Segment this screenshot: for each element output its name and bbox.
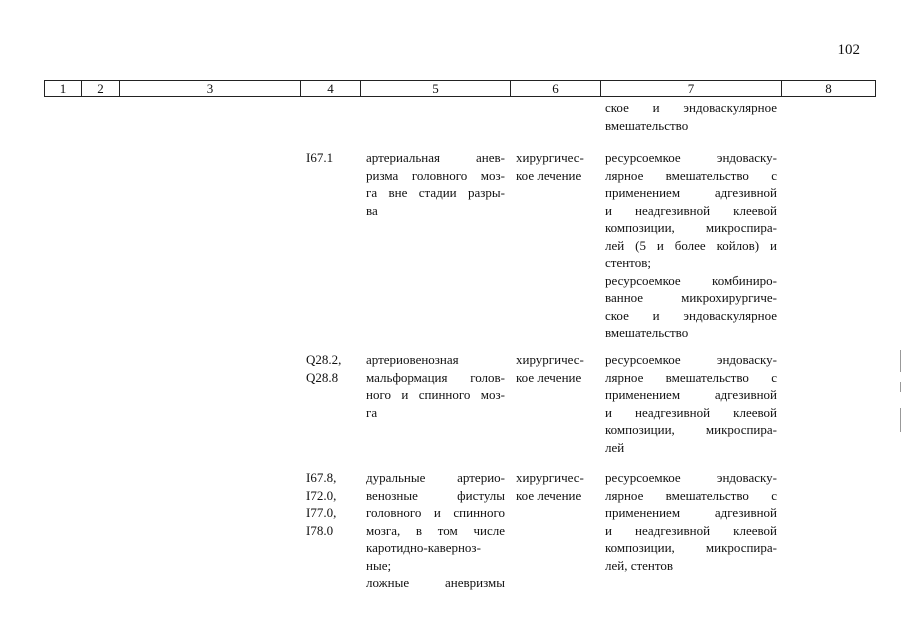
text-line: артериальная анев- (366, 150, 505, 165)
text-line: га (366, 404, 378, 420)
row-3-diagnosis (366, 469, 505, 592)
text-line: ресурсоемкое эндоваску- (605, 470, 777, 485)
text-line: хирургичес- (516, 470, 584, 485)
text-line: ское и эндоваскулярное (605, 307, 777, 323)
text-line: хирургичес- (516, 150, 584, 165)
icd-code: I67.8, (306, 470, 337, 485)
text-line: лярное вмешательство с (605, 487, 777, 503)
text-line: вмешательство (605, 117, 689, 133)
text-line: стентов; (605, 255, 651, 270)
text-line: лей (5 и более койлов) и (605, 237, 777, 253)
text-line: каротидно-каверноз- (366, 540, 481, 555)
scan-margin-mark (900, 350, 901, 372)
scan-margin-mark (900, 382, 901, 392)
text-line: и неадгезивной клеевой (605, 522, 777, 538)
continuation-method (605, 99, 777, 134)
text-line: мальформация голов- (366, 369, 505, 385)
text-line: ресурсоемкое эндоваску- (605, 150, 777, 165)
text-line: лей, стентов (605, 557, 674, 573)
row-3-treatment (516, 469, 600, 504)
row-3-codes (306, 469, 356, 539)
header-col-2: 2 (82, 81, 120, 96)
header-col-8: 8 (825, 81, 832, 96)
icd-code: I78.0 (306, 522, 334, 538)
row-1-method (605, 149, 777, 342)
text-line: ское и эндоваскулярное (605, 100, 777, 115)
header-col-3: 3 (120, 81, 301, 96)
scan-margin-mark (900, 408, 901, 432)
header-col-6: 6 (511, 81, 601, 96)
text-line: ризма головного моз- (366, 167, 505, 183)
row-1-codes (306, 149, 356, 167)
header-col-5: 5 (361, 81, 511, 96)
row-2-codes (306, 351, 356, 386)
header-col-4: 4 (301, 81, 361, 96)
text-line: венозные фистулы (366, 487, 505, 503)
icd-code: I77.0, (306, 505, 337, 520)
row-3-method (605, 469, 777, 574)
text-line: ресурсоемкое эндоваску- (605, 352, 777, 367)
text-line: лярное вмешательство с (605, 167, 777, 183)
text-line: ного и спинного моз- (366, 387, 505, 402)
header-col-7: 7 (601, 81, 782, 96)
row-2-treatment (516, 351, 600, 386)
text-line: кое лечение (516, 167, 582, 183)
row-1-treatment (516, 149, 600, 184)
text-line: композиции, микроспира- (605, 220, 777, 235)
text-line: артериовенозная (366, 352, 459, 367)
text-line: композиции, микроспира- (605, 422, 777, 437)
text-line: хирургичес- (516, 352, 584, 367)
icd-code: I67.1 (306, 150, 334, 165)
text-line: лярное вмешательство с (605, 369, 777, 385)
icd-code: Q28.8 (306, 369, 339, 385)
text-line: и неадгезивной клеевой (605, 404, 777, 420)
text-line: головного и спинного (366, 505, 505, 520)
text-line: вмешательство (605, 325, 689, 340)
text-line: мозга, в том числе (366, 522, 505, 538)
text-line: лей (605, 439, 625, 455)
text-line: ные; (366, 557, 392, 573)
row-2-diagnosis (366, 351, 505, 421)
text-line: кое лечение (516, 487, 582, 503)
text-line: и неадгезивной клеевой (605, 202, 777, 218)
text-line: применением адгезивной (605, 185, 777, 200)
row-1-diagnosis (366, 149, 505, 219)
text-line: ванное микрохирургиче- (605, 290, 777, 305)
text-line: композиции, микроспира- (605, 540, 777, 555)
icd-code: I72.0, (306, 487, 337, 503)
text-line: дуральные артерио- (366, 470, 505, 485)
text-line: ва (366, 202, 378, 218)
text-line: применением адгезивной (605, 505, 777, 520)
row-2-method (605, 351, 777, 456)
table-header-row (44, 80, 876, 97)
text-line: применением адгезивной (605, 387, 777, 402)
text-line: ресурсоемкое комбиниро- (605, 272, 777, 288)
icd-code: Q28.2, (306, 352, 342, 367)
header-col-1: 1 (45, 81, 82, 96)
text-line: кое лечение (516, 369, 582, 385)
text-line: ложные аневризмы (366, 575, 505, 590)
page-number: 102 (837, 42, 860, 58)
text-line: га вне стадии разры- (366, 185, 505, 200)
